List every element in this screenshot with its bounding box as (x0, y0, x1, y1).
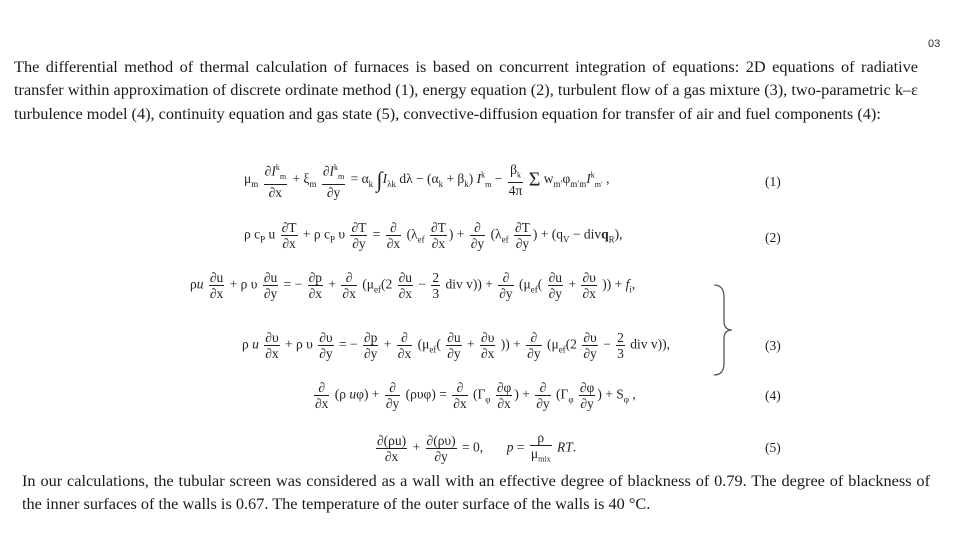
equation-4-number: (4) (765, 388, 781, 403)
equation-1-number: (1) (765, 174, 781, 189)
equation-5-number: (5) (765, 440, 781, 455)
right-brace (712, 283, 732, 377)
intro-paragraph: The differential method of thermal calculation of furnaces is based on concurrent integration of equations: 2D equations of radiative transfer within approximation of discrete ordinate method (1), energy equation (2), turbulent flow of a gas mixture (3), two-parametric k–ε turbulence model (4), continuity equation and gas state (5), convective-diffusion equation for transfer of air and fuel components (4): (14, 57, 918, 123)
equation-3-number: (3) (765, 338, 781, 353)
equation-block: $\mu_m$ $\frac{\partial I^k_m}{\partial x}$ + $\xi_m$ $\frac{\partial I^k_m}{\partial y}$ = $\alpha_k$ $\int I_{\lambda k}$ $d\lambda - (\alpha_k + \beta_k) I^k_m$ − $\frac{\beta_k}{4\pi}$ Σ $w_{m'}\varphi_{m'm}I^k_{m'}$ , (1) ρ $c_P$ u $\frac{\partial T}{\partial x}$ + ρ $c_P$ υ $\frac{\partial T}{\partial y}$ = $\frac{\partial}{\partial x}$ ($\lambda_{ef}$ $\frac{\partial T}{\partial x}$ ) + $\frac{\partial}{\partial y}$ ($\lambda_{ef}$ $\frac{\partial T}{\partial y}$ ) + ($q_V$ − divq$_R$), (2) ρu $\frac{\partial u}{\partial x}$ + ρ υ $\frac{\partial u}{\partial y}$ = − $\frac{\partial p}{\partial x}$ + $\frac{\partial}{\partial x}$ ($\mu_{ef}(2$ $\frac{\partial u}{\partial x}$ − $\frac{2}{3}$ div v)) + $\frac{\partial}{\partial y}$ ($\mu_{ef}$( $\frac{\partial u}{\partial y}$ + $\frac{\partial\upsilon}{\partial x}$ )) + $f_i$, ρ u $\frac{\partial\upsilon}{\partial x}$ + ρ υ $\frac{\partial\upsilon}{\partial y}$ = − $\frac{\partial p}{\partial y}$ + $\frac{\partial}{\partial x}$ ($\mu_{ef}$( $\frac{\partial u}{\partial y}$ + $\frac{\partial\upsilon}{\partial x}$ )) + $\frac{\partial}{\partial y}$ ($\mu_{ef}(2$ $\frac{\partial\upsilon}{\partial y}$ − $\frac{2}{3}$ div v)), (3) $\frac{\partial}{\partial x}$ (ρ uφ) + $\frac{\partial}{\partial y}$ (ρυφ) = $\frac{\partial}{\partial x}$ ($\Gamma_\varphi$ $\frac{\partial\varphi}{\partial x}$ ) + $\frac{\partial}{\partial y}$ ($\Gamma_\varphi$ $\frac{\partial\varphi}{\partial y}$ ) + $S_\varphi$ , (4) $\frac{\partial(\rho u)}{\partial x}$ + $\frac{\partial(\rho\upsilon)}{\partial y}$ = 0, p = $\frac{\rho}{\mu_{mix}}$ RT. (5) (190, 161, 781, 464)
slide-number: 03 (928, 38, 941, 50)
equation-2-number: (2) (765, 230, 781, 245)
outro-paragraph: In our calculations, the tubular screen was considered as a wall with an effective degree of blackness of 0.79. The degree of blackness of the inner surfaces of the walls is 0.67. The temperature of the outer surface of the walls is 40 °C. (22, 471, 930, 514)
